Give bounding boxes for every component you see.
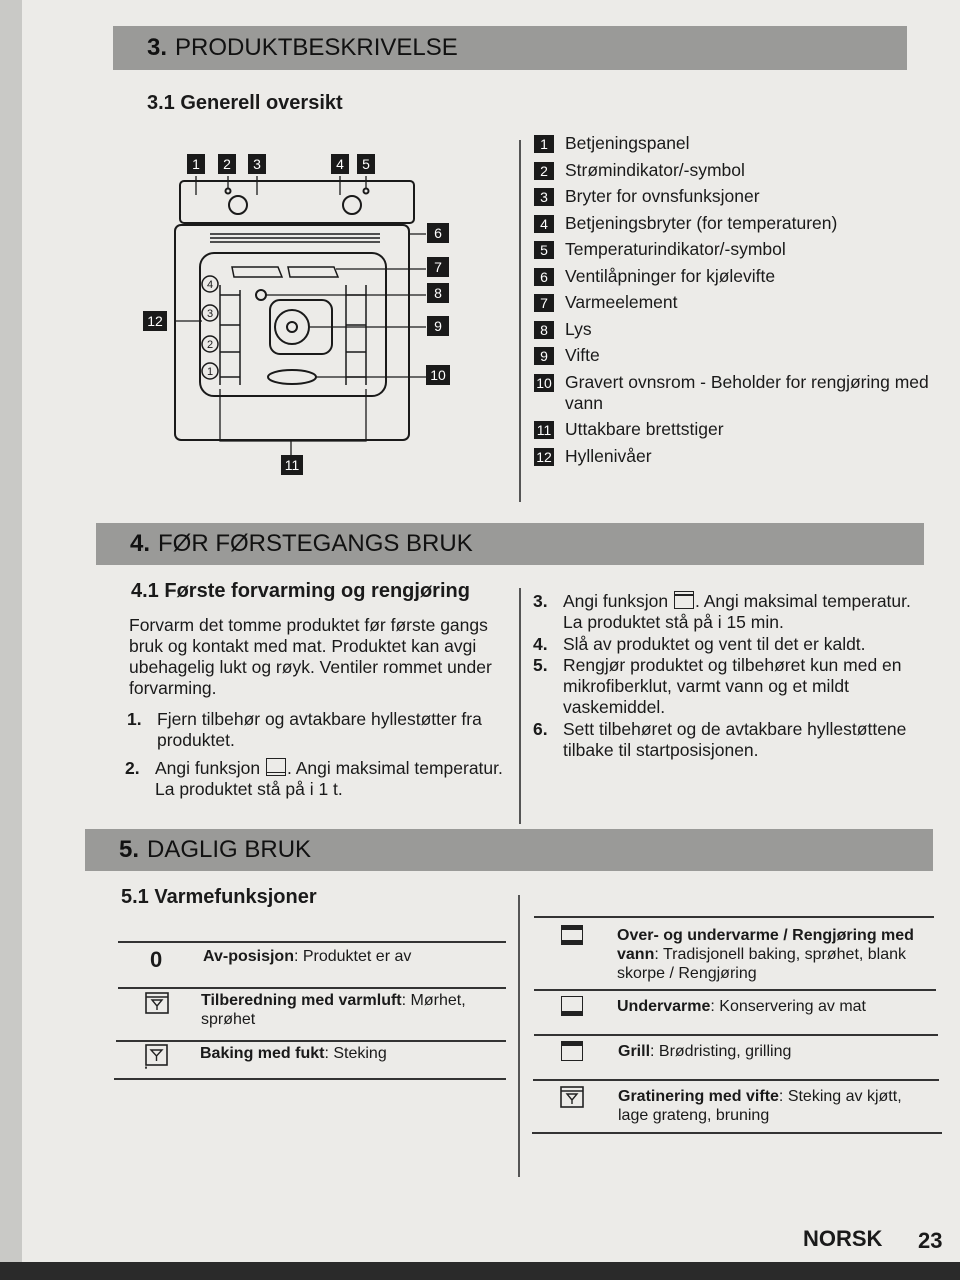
page-number: 23	[918, 1228, 943, 1253]
legend-item: 1 Betjeningspanel	[534, 133, 934, 154]
column-divider-4	[519, 588, 521, 824]
function-knob	[229, 196, 247, 214]
legend-item: 8 Lys	[534, 319, 934, 340]
legend-item: 12 Hyllenivåer	[534, 446, 934, 467]
section-title: DAGLIG BRUK	[147, 836, 312, 863]
table-rule	[118, 941, 506, 943]
grill-fan-icon	[560, 1086, 584, 1108]
svg-text:3: 3	[206, 308, 214, 320]
subsection-3-1-title: 3.1 Generell oversikt	[147, 92, 343, 114]
callout-9: 9	[434, 318, 442, 334]
legend-item: 6 Ventilåpninger for kjølevifte	[534, 266, 934, 287]
svg-text:4: 4	[206, 279, 214, 291]
callout-5: 5	[362, 156, 370, 172]
section-number: 3.	[147, 34, 168, 61]
table-rule	[114, 1078, 506, 1080]
section-title: FØR FØRSTEGANGS BRUK	[158, 530, 473, 557]
table-rule	[534, 989, 936, 991]
step-3: 3. Angi funksjon . Angi maksimal temperatur. La produktet stå på i 15 min.	[533, 591, 911, 632]
legend-item: 10 Gravert ovnsrom - Beholder for rengjøring med vann	[534, 372, 934, 414]
temperature-indicator-dot	[364, 189, 369, 194]
heating-element-shape	[232, 267, 338, 277]
top-heat-icon	[674, 591, 694, 609]
step-4: 4. Slå av produktet og vent til det er kaldt.	[533, 634, 866, 654]
top-bottom-heat-icon	[561, 925, 583, 945]
cooling-vents	[210, 234, 380, 242]
function-bottom-heat: Undervarme: Konservering av mat	[617, 998, 866, 1015]
page-bottom-edge	[0, 1262, 960, 1280]
fan-heat-icon	[145, 992, 169, 1014]
component-legend	[534, 133, 934, 472]
callout-10: 10	[430, 367, 446, 383]
subsection-5-1-title: 5.1 Varmefunksjoner	[121, 886, 317, 908]
section-3-header	[113, 26, 907, 70]
callout-7: 7	[434, 259, 442, 275]
section-title: PRODUKTBESKRIVELSE	[175, 34, 458, 61]
callout-12: 12	[147, 313, 163, 329]
callout-badges	[143, 154, 450, 475]
callout-11: 11	[284, 457, 300, 473]
oven-diagram	[140, 145, 460, 480]
table-rule	[532, 1132, 942, 1134]
oven-light	[256, 290, 266, 300]
subsection-4-1-title: 4.1 Første forvarming og rengjøring	[131, 580, 470, 602]
table-rule	[116, 1040, 506, 1042]
callout-2: 2	[223, 156, 231, 172]
function-off: Av-posisjon: Produktet er av	[203, 948, 412, 965]
fan-moist-icon	[143, 1044, 169, 1070]
page-gutter	[0, 0, 22, 1262]
zero-icon: 0	[150, 947, 163, 972]
power-indicator-dot	[226, 189, 231, 194]
function-fan-heat: Tilberedning med varmluft: Mørhet, sprøhet	[201, 992, 466, 1028]
bottom-heat-icon	[561, 996, 583, 1016]
section-4-header	[96, 523, 924, 565]
legend-item: 7 Varmeelement	[534, 292, 934, 313]
function-moist-bake: Baking med fukt: Steking	[200, 1045, 387, 1062]
legend-item: 11 Uttakbare brettstiger	[534, 419, 934, 440]
section-number: 4.	[130, 530, 151, 557]
column-divider-5	[518, 895, 520, 1177]
control-panel-shape	[180, 181, 414, 223]
callout-4: 4	[336, 156, 344, 172]
column-divider-3	[519, 140, 521, 502]
grill-icon	[561, 1041, 583, 1061]
svg-text:2: 2	[206, 339, 214, 351]
table-rule	[118, 987, 506, 989]
callout-6: 6	[434, 225, 442, 241]
temperature-knob	[343, 196, 361, 214]
section-5-header	[85, 829, 933, 871]
svg-text:1: 1	[206, 366, 214, 378]
table-rule	[533, 1079, 939, 1081]
footer-language: NORSK	[803, 1226, 883, 1251]
function-grill-fan: Gratinering med vifte: Steking av kjøtt, lage grateng, bruning	[618, 1088, 902, 1124]
legend-item: 5 Temperaturindikator/-symbol	[534, 239, 934, 260]
table-rule	[534, 916, 934, 918]
section-number: 5.	[119, 836, 140, 863]
table-rule	[534, 1034, 938, 1036]
step-1: 1. Fjern tilbehør og avtakbare hyllestøtter fra produktet.	[127, 709, 482, 750]
legend-item: 3 Bryter for ovnsfunksjoner	[534, 186, 934, 207]
callout-3: 3	[253, 156, 261, 172]
callout-8: 8	[434, 285, 442, 301]
step-5: 5. Rengjør produktet og tilbehøret kun med en mikrofiberklut, varmt vann og et mildt vaskemiddel.	[533, 655, 902, 717]
callout-1: 1	[192, 156, 200, 172]
bottom-heat-icon	[266, 758, 286, 776]
legend-item: 2 Strømindikator/-symbol	[534, 160, 934, 181]
step-6: 6. Sett tilbehøret og de avtakbare hyllestøttene tilbake til startposisjonen.	[533, 719, 907, 760]
cleaning-recess	[268, 370, 316, 384]
function-top-bottom-heat: Over- og undervarme / Rengjøring med vann: Tradisjonell baking, sprøhet, blank skorpe / Rengjøring	[617, 927, 914, 982]
fan	[275, 310, 309, 344]
function-grill: Grill: Brødristing, grilling	[618, 1043, 792, 1060]
legend-item: 9 Vifte	[534, 345, 934, 366]
legend-item: 4 Betjeningsbryter (for temperaturen)	[534, 213, 934, 234]
step-2: 2. Angi funksjon . Angi maksimal temperatur. La produktet stå på i 1 t.	[125, 758, 503, 799]
intro-paragraph: Forvarm det tomme produktet før første gangs bruk og kontakt med mat. Produktet kan avgi ubehagelig lukt og røyk. Ventiler rommet under forvarming.	[129, 615, 492, 698]
